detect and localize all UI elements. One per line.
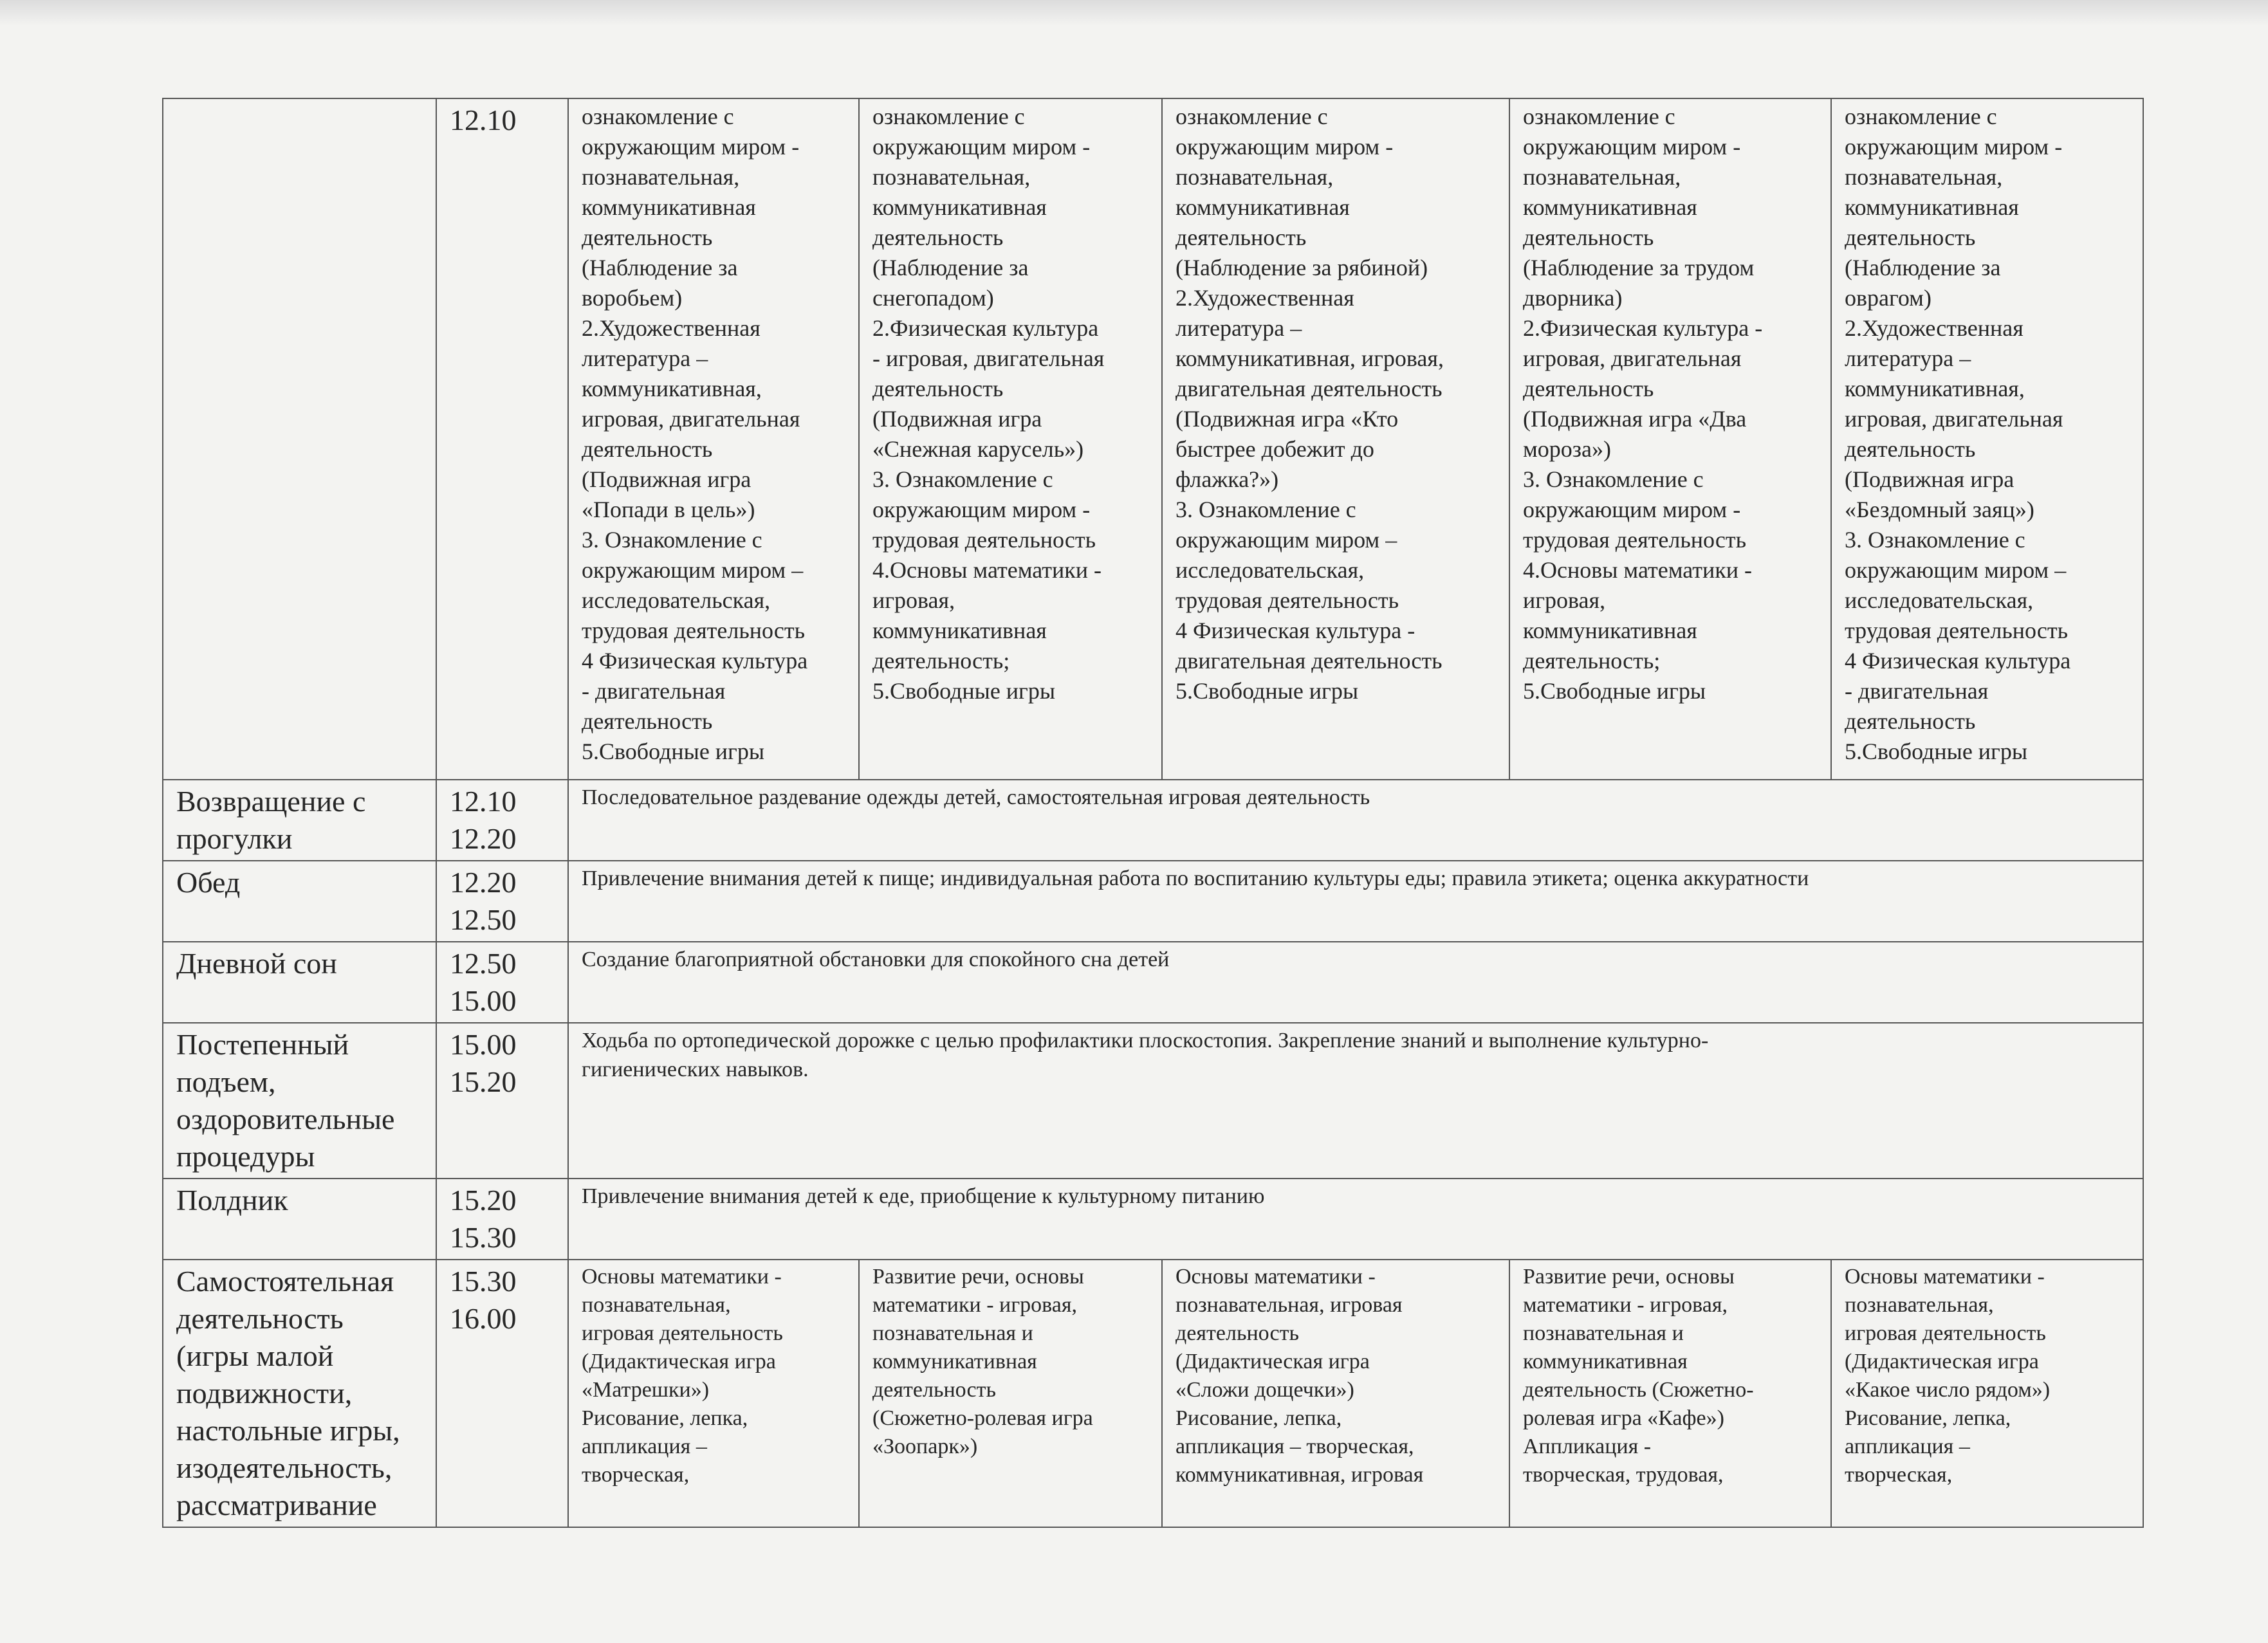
text-line: 15.00 (450, 984, 517, 1017)
text-line: (Наблюдение за трудом (1523, 255, 1755, 280)
page-edge (0, 0, 2268, 26)
schedule-row-snack (163, 1179, 2143, 1260)
day-cell-monday (568, 98, 859, 780)
text-line: окружающим миром – (582, 557, 804, 583)
text-line: коммуникативная, (582, 376, 762, 401)
text-line: рассматривание (176, 1489, 377, 1521)
text-line: познавательная, (1845, 1293, 1994, 1317)
text-line: деятельность (872, 376, 1004, 401)
description-cell (568, 780, 2143, 861)
text-line: деятельность; (872, 648, 1010, 674)
schedule-row-free-activity (163, 1260, 2143, 1527)
text-line: исследовательская, (582, 587, 771, 613)
text-line: математики - игровая, (1523, 1293, 1728, 1317)
text-line: коммуникативная, игровая, (1175, 345, 1444, 371)
text-line: познавательная, (1523, 164, 1681, 190)
schedule-row-lunch (163, 861, 2143, 942)
schedule-row-nap (163, 942, 2143, 1023)
text-line: «Снежная карусель») (872, 436, 1084, 462)
text-line: 2.Художественная (1175, 285, 1354, 311)
text-line: (Дидактическая игра (1175, 1350, 1370, 1373)
text-line: снегопадом) (872, 285, 994, 311)
text-line: подвижности, (176, 1377, 353, 1409)
text-line: аппликация – (1845, 1435, 1970, 1458)
text-line: (Подвижная игра (582, 466, 751, 492)
text-line: ролевая игра «Кафе») (1523, 1406, 1724, 1430)
text-line: деятельность (1845, 708, 1976, 734)
text-line: 4 Физическая культура (582, 648, 808, 674)
text-line: познавательная, (872, 164, 1031, 190)
text-line: деятельность (872, 1378, 996, 1402)
text-line: мороза») (1523, 436, 1611, 462)
text-line: аппликация – (582, 1435, 707, 1458)
time-cell (436, 861, 568, 942)
text-line: (Дидактическая игра (1845, 1350, 2039, 1373)
text-line: деятельность (582, 708, 713, 734)
text-line: математики - игровая, (872, 1293, 1078, 1317)
text-line: деятельность; (1523, 648, 1661, 674)
text-line: трудовая деятельность (582, 618, 806, 643)
text-line: коммуникативная (872, 618, 1047, 643)
text-line: коммуникативная, (1845, 376, 2025, 401)
description-cell (568, 1179, 2143, 1260)
text-line: ознакомление с (872, 104, 1025, 129)
text-line: окружающим миром - (1175, 134, 1394, 160)
text-line: литература – (1175, 315, 1302, 341)
text-line: прогулки (176, 822, 293, 855)
text-line: познавательная и (872, 1321, 1033, 1345)
text-line: 5.Свободные игры (1175, 678, 1359, 704)
text-line: Рисование, лепка, (1175, 1406, 1342, 1430)
text-line: (Подвижная игра «Кто (1175, 406, 1399, 432)
text-line: коммуникативная (872, 1350, 1037, 1373)
text-line: Создание благоприятной обстановки для спокойного сна детей (582, 948, 1170, 971)
day-cell-tuesday (859, 98, 1162, 780)
text-line: 3. Ознакомление с (1845, 527, 2025, 553)
text-line: 5.Свободные игры (872, 678, 1056, 704)
text-line: Полдник (176, 1184, 288, 1216)
text-line: ознакомление с (1523, 104, 1675, 129)
text-line: Привлечение внимания детей к пище; индивидуальная работа по воспитанию культуры еды; правила этикета; оценка аккуратности (582, 867, 1809, 890)
time-start: 12.10 (450, 104, 517, 136)
text-line: 12.20 (450, 822, 517, 855)
text-line: (Наблюдение за рябиной) (1175, 255, 1428, 280)
text-line: «Попади в цель») (582, 497, 755, 522)
text-line: Постепенный (176, 1028, 349, 1061)
text-line: флажка?») (1175, 466, 1279, 492)
text-line: игровая деятельность (582, 1321, 783, 1345)
text-line: литература – (582, 345, 708, 371)
text-line: Ходьба по ортопедической дорожке с целью профилактики плоскостопия. Закрепление знаний и выполнение культурно- (582, 1029, 1709, 1052)
text-line: 12.50 (450, 903, 517, 936)
text-line: исследовательская, (1845, 587, 2034, 613)
text-line: Развитие речи, основы (872, 1265, 1084, 1289)
day-cell-friday (1831, 98, 2143, 780)
text-line: двигательная деятельность (1175, 648, 1443, 674)
regime-cell (163, 98, 436, 780)
text-line: оврагом) (1845, 285, 1931, 311)
text-line: аппликация – творческая, (1175, 1435, 1414, 1458)
text-line: двигательная деятельность (1175, 376, 1443, 401)
text-line: Основы математики - (1845, 1265, 2045, 1289)
day-cell-friday (1831, 1260, 2143, 1527)
text-line: ознакомление с (1175, 104, 1328, 129)
text-line: 5.Свободные игры (582, 739, 765, 764)
day-cell-tuesday (859, 1260, 1162, 1527)
text-line: трудовая деятельность (872, 527, 1096, 553)
text-line: познавательная, (582, 1293, 731, 1317)
text-line: деятельность (1523, 376, 1654, 401)
text-line: 5.Свободные игры (1845, 739, 2028, 764)
text-line: деятельность (176, 1302, 344, 1335)
day-cell-wednesday (1162, 1260, 1509, 1527)
text-line: деятельность (1175, 225, 1307, 250)
text-line: 12.10 (450, 785, 517, 818)
text-line: трудовая деятельность (1845, 618, 2069, 643)
regime-cell (163, 1179, 436, 1260)
text-line: «Бездомный заяц») (1845, 497, 2034, 522)
text-line: коммуникативная (1523, 1350, 1688, 1373)
schedule-row-walk (163, 98, 2143, 780)
text-line: игровая деятельность (1845, 1321, 2046, 1345)
text-line: (Наблюдение за (872, 255, 1029, 280)
text-line: 4 Физическая культура - (1175, 618, 1415, 643)
text-line: познавательная, (582, 164, 740, 190)
time-cell (436, 1179, 568, 1260)
text-line: деятельность (1845, 436, 1976, 462)
text-line: Обед (176, 866, 241, 899)
text-line: Последовательное раздевание одежды детей, самостоятельная игровая деятельность (582, 785, 1370, 809)
text-line: окружающим миром - (1523, 134, 1741, 160)
regime-cell (163, 1260, 436, 1527)
text-line: изодеятельность, (176, 1451, 392, 1484)
text-line: 2.Физическая культура - (1523, 315, 1763, 341)
text-line: окружающим миром – (1175, 527, 1397, 553)
text-line: 15.20 (450, 1184, 517, 1216)
day-cell-thursday (1509, 1260, 1831, 1527)
text-line: (Наблюдение за (582, 255, 738, 280)
text-line: познавательная, (1845, 164, 2003, 190)
text-line: 15.00 (450, 1028, 517, 1061)
text-line: 3. Ознакомление с (872, 466, 1053, 492)
text-line: 15.30 (450, 1265, 517, 1298)
text-line: 2.Физическая культура (872, 315, 1099, 341)
text-line: окружающим миром - (1523, 497, 1741, 522)
text-line: коммуникативная, игровая (1175, 1463, 1424, 1487)
description-cell (568, 1023, 2143, 1179)
text-line: окружающим миром - (872, 497, 1091, 522)
text-line: (Сюжетно-ролевая игра (872, 1406, 1093, 1430)
day-cell-wednesday (1162, 98, 1509, 780)
text-line: (Подвижная игра «Два (1523, 406, 1747, 432)
text-line: Основы математики - (582, 1265, 782, 1289)
text-line: коммуникативная (1523, 618, 1697, 643)
text-line: трудовая деятельность (1523, 527, 1747, 553)
text-line: деятельность (582, 436, 713, 462)
text-line: игровая, (1523, 587, 1606, 613)
text-line: подъем, (176, 1065, 276, 1098)
text-line: игровая, (872, 587, 955, 613)
text-line: «Какое число рядом») (1845, 1378, 2051, 1402)
text-line: Основы математики - (1175, 1265, 1376, 1289)
text-line: деятельность (872, 225, 1004, 250)
description-cell (568, 942, 2143, 1023)
regime-cell (163, 1023, 436, 1179)
text-line: (Наблюдение за (1845, 255, 2001, 280)
text-line: игровая, двигательная (1523, 345, 1742, 371)
text-line: окружающим миром - (1845, 134, 2063, 160)
text-line: быстрее добежит до (1175, 436, 1374, 462)
text-line: литература – (1845, 345, 1971, 371)
text-line: воробьем) (582, 285, 683, 311)
regime-cell (163, 942, 436, 1023)
text-line: окружающим миром - (872, 134, 1091, 160)
text-line: деятельность (582, 225, 713, 250)
text-line: творческая, (582, 1463, 690, 1487)
text-line: 15.20 (450, 1065, 517, 1098)
time-cell (436, 1260, 568, 1527)
text-line: 3. Ознакомление с (1175, 497, 1356, 522)
text-line: трудовая деятельность (1175, 587, 1399, 613)
text-line: 4 Физическая культура (1845, 648, 2071, 674)
text-line: Рисование, лепка, (582, 1406, 748, 1430)
text-line: 12.20 (450, 866, 517, 899)
text-line: - игровая, двигательная (872, 345, 1105, 371)
text-line: - двигательная (582, 678, 726, 704)
text-line: ознакомление с (582, 104, 734, 129)
text-line: «Зоопарк») (872, 1435, 978, 1458)
schedule-row-wakeup (163, 1023, 2143, 1179)
text-line: познавательная и (1523, 1321, 1684, 1345)
text-line: Аппликация - (1523, 1435, 1652, 1458)
text-line: коммуникативная (1523, 194, 1697, 220)
regime-cell (163, 780, 436, 861)
text-line: 4.Основы математики - (1523, 557, 1753, 583)
text-line: оздоровительные (176, 1103, 395, 1135)
text-line: дворника) (1523, 285, 1623, 311)
text-line: 2.Художественная (582, 315, 761, 341)
text-line: настольные игры, (176, 1414, 400, 1447)
text-line: Дневной сон (176, 947, 337, 980)
text-line: (Подвижная игра (872, 406, 1042, 432)
text-line: 15.30 (450, 1221, 517, 1254)
time-cell (436, 98, 568, 780)
schedule-row-return (163, 780, 2143, 861)
text-line: Развитие речи, основы (1523, 1265, 1735, 1289)
text-line: игровая, двигательная (582, 406, 800, 432)
time-cell (436, 942, 568, 1023)
text-line: - двигательная (1845, 678, 1989, 704)
text-line: коммуникативная (1845, 194, 2019, 220)
text-line: окружающим миром - (582, 134, 800, 160)
text-line: Возвращение с (176, 785, 366, 818)
text-line: 4.Основы математики - (872, 557, 1102, 583)
text-line: 3. Ознакомление с (1523, 466, 1704, 492)
text-line: (Подвижная игра (1845, 466, 2014, 492)
text-line: ознакомление с (1845, 104, 1997, 129)
text-line: процедуры (176, 1140, 315, 1173)
text-line: «Матрешки») (582, 1378, 710, 1402)
daily-schedule-table (162, 98, 2144, 1528)
text-line: деятельность (1845, 225, 1976, 250)
text-line: Рисование, лепка, (1845, 1406, 2011, 1430)
text-line: (игры малой (176, 1339, 334, 1372)
description-cell (568, 861, 2143, 942)
text-line: 5.Свободные игры (1523, 678, 1706, 704)
text-line: гигиенических навыков. (582, 1058, 809, 1081)
regime-cell (163, 861, 436, 942)
text-line: коммуникативная (872, 194, 1047, 220)
text-line: познавательная, игровая (1175, 1293, 1403, 1317)
text-line: деятельность (Сюжетно- (1523, 1378, 1754, 1402)
day-cell-monday (568, 1260, 859, 1527)
time-cell (436, 1023, 568, 1179)
text-line: познавательная, (1175, 164, 1334, 190)
text-line: «Сложи дощечки») (1175, 1378, 1354, 1402)
text-line: коммуникативная (582, 194, 756, 220)
text-line: творческая, (1845, 1463, 1953, 1487)
day-cell-thursday (1509, 98, 1831, 780)
text-line: 12.50 (450, 947, 517, 980)
text-line: творческая, трудовая, (1523, 1463, 1724, 1487)
text-line: окружающим миром – (1845, 557, 2067, 583)
text-line: Самостоятельная (176, 1265, 394, 1298)
text-line: исследовательская, (1175, 557, 1365, 583)
text-line: 3. Ознакомление с (582, 527, 762, 553)
text-line: Привлечение внимания детей к еде, приобщение к культурному питанию (582, 1184, 1265, 1208)
text-line: игровая, двигательная (1845, 406, 2063, 432)
text-line: деятельность (1523, 225, 1654, 250)
text-line: (Дидактическая игра (582, 1350, 776, 1373)
text-line: коммуникативная (1175, 194, 1350, 220)
text-line: 2.Художественная (1845, 315, 2024, 341)
text-line: 16.00 (450, 1302, 517, 1335)
text-line: деятельность (1175, 1321, 1299, 1345)
time-cell (436, 780, 568, 861)
